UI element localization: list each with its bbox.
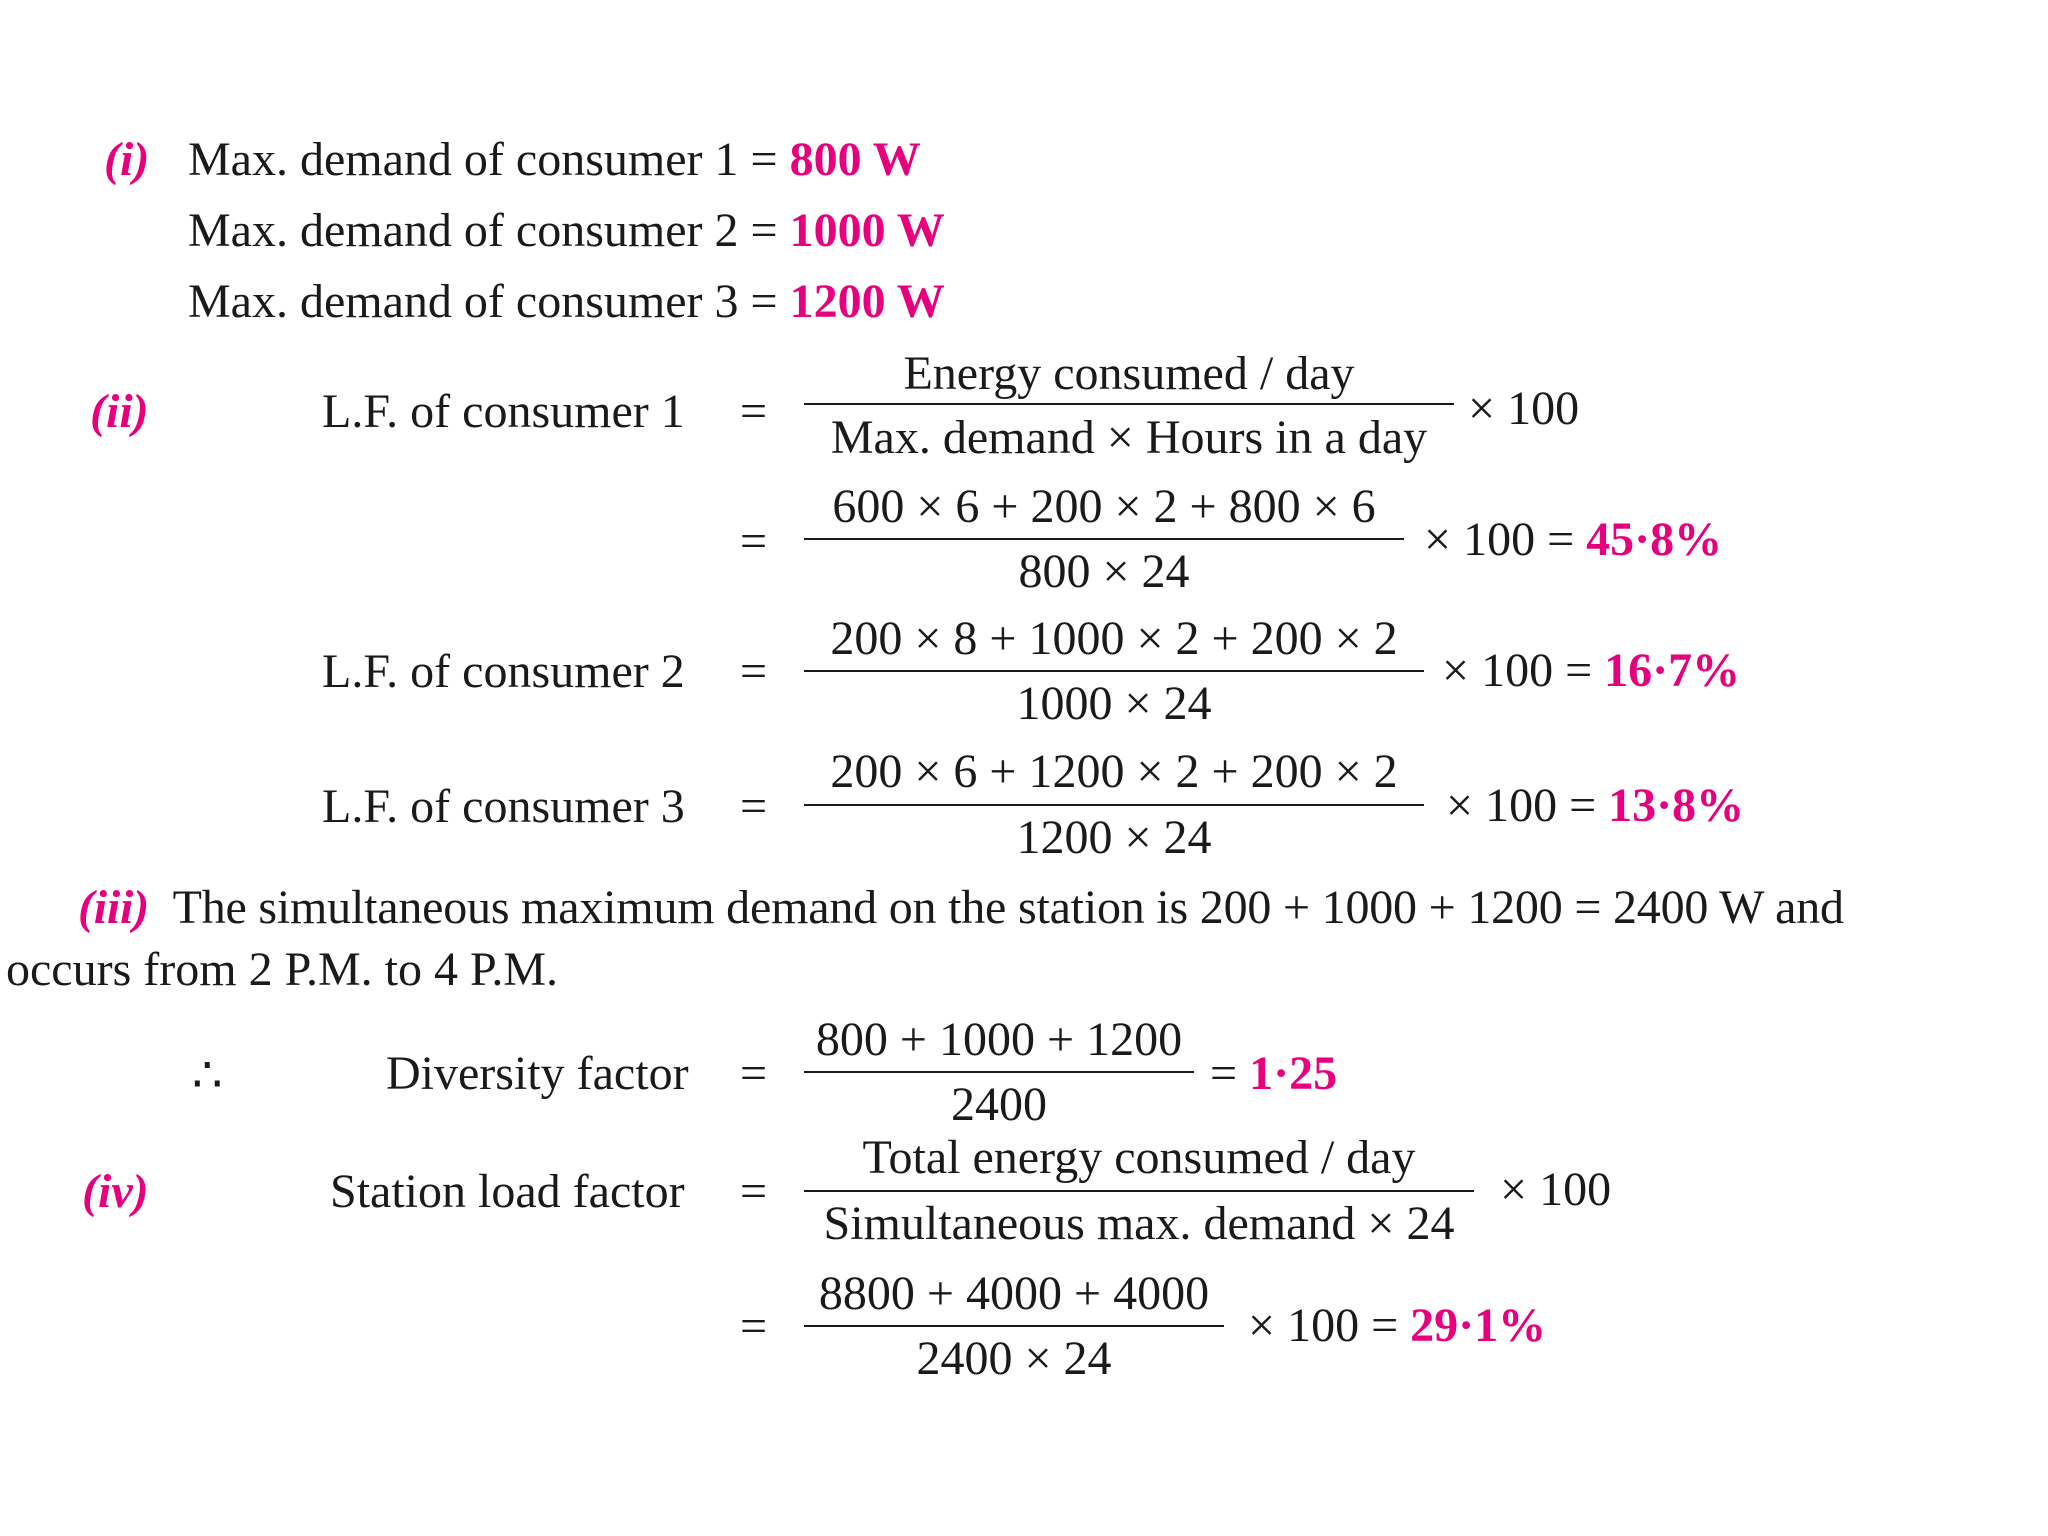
max-demand-text: Max. demand of consumer 3 = bbox=[188, 275, 790, 328]
part-iii-line-1 bbox=[78, 881, 1844, 934]
therefore-symbol: ∴ bbox=[192, 1049, 223, 1102]
max-demand-text: Max. demand of consumer 2 = bbox=[188, 204, 790, 257]
part-iii-line-2: occurs from 2 P.M. to 4 P.M. bbox=[6, 943, 559, 996]
fraction-bar bbox=[804, 1190, 1474, 1192]
df-numerator: 800 + 1000 + 1200 bbox=[815, 1013, 1183, 1066]
max-demand-row-1 bbox=[188, 133, 921, 186]
lf-formula-denominator: Max. demand × Hours in a day bbox=[830, 411, 1428, 464]
part-i-label: (i) bbox=[104, 133, 150, 186]
times-100: × 100 bbox=[1500, 1163, 1612, 1216]
lf1-tail: × 100 = bbox=[1424, 513, 1587, 566]
max-demand-row-3 bbox=[188, 275, 945, 328]
part-iii-text: The simultaneous maximum demand on the station is 200 + 1000 + 1200 = 2400 W and bbox=[172, 881, 1844, 934]
equals-sign: = bbox=[740, 780, 768, 833]
part-iii-label: (iii) bbox=[78, 881, 149, 934]
df-result-line bbox=[1210, 1047, 1338, 1100]
times-100: × 100 bbox=[1468, 382, 1580, 435]
fraction-bar bbox=[804, 670, 1424, 672]
equals-sign: = bbox=[740, 1047, 768, 1100]
equals-sign: = bbox=[740, 515, 768, 568]
slf-result: 29·1% bbox=[1410, 1299, 1547, 1352]
df-denominator: 2400 bbox=[951, 1078, 1047, 1131]
lf2-result: 16·7% bbox=[1604, 644, 1741, 697]
lf1-denominator: 800 × 24 bbox=[1018, 545, 1190, 598]
max-demand-value: 800 W bbox=[789, 133, 921, 186]
slf-result-line bbox=[1248, 1299, 1547, 1352]
lf-formula-numerator: Energy consumed / day bbox=[903, 347, 1355, 400]
lf1-result: 45·8% bbox=[1586, 513, 1723, 566]
lf2-denominator: 1000 × 24 bbox=[1016, 677, 1212, 730]
part-iv-label: (iv) bbox=[82, 1165, 149, 1218]
fraction-bar bbox=[804, 403, 1454, 405]
df-result: 1·25 bbox=[1249, 1047, 1338, 1100]
diversity-factor-label: Diversity factor bbox=[386, 1047, 689, 1100]
fraction-bar bbox=[804, 538, 1404, 540]
slf-formula-denominator: Simultaneous max. demand × 24 bbox=[823, 1197, 1455, 1250]
lf3-result-line bbox=[1446, 779, 1745, 832]
lf2-tail: × 100 = bbox=[1442, 644, 1605, 697]
slf-denominator: 2400 × 24 bbox=[916, 1332, 1112, 1385]
lf3-tail: × 100 = bbox=[1446, 779, 1609, 832]
lf3-denominator: 1200 × 24 bbox=[1016, 811, 1212, 864]
lf2-numerator: 200 × 8 + 1000 × 2 + 200 × 2 bbox=[830, 612, 1398, 665]
slf-numerator: 8800 + 4000 + 4000 bbox=[818, 1267, 1210, 1320]
part-ii-label: (ii) bbox=[90, 385, 149, 438]
lf3-result: 13·8% bbox=[1608, 779, 1745, 832]
equals-sign: = bbox=[740, 1165, 768, 1218]
max-demand-text: Max. demand of consumer 1 = bbox=[188, 133, 790, 186]
df-equals: = bbox=[1210, 1047, 1250, 1100]
slf-formula-numerator: Total energy consumed / day bbox=[862, 1131, 1416, 1184]
lf3-numerator: 200 × 6 + 1200 × 2 + 200 × 2 bbox=[830, 745, 1398, 798]
lf1-numerator: 600 × 6 + 200 × 2 + 800 × 6 bbox=[832, 480, 1376, 533]
max-demand-value: 1200 W bbox=[789, 275, 945, 328]
fraction-bar bbox=[804, 804, 1424, 806]
lf3-label: L.F. of consumer 3 bbox=[322, 780, 685, 833]
equals-sign: = bbox=[740, 385, 768, 438]
lf1-label: L.F. of consumer 1 bbox=[322, 385, 685, 438]
fraction-bar bbox=[804, 1071, 1194, 1073]
lf1-result-line bbox=[1424, 513, 1723, 566]
max-demand-value: 1000 W bbox=[789, 204, 945, 257]
lf2-result-line bbox=[1442, 644, 1741, 697]
slf-tail: × 100 = bbox=[1248, 1299, 1411, 1352]
equals-sign: = bbox=[740, 1300, 768, 1353]
equals-sign: = bbox=[740, 645, 768, 698]
station-load-factor-label: Station load factor bbox=[330, 1165, 685, 1218]
max-demand-row-2 bbox=[188, 204, 945, 257]
fraction-bar bbox=[804, 1325, 1224, 1327]
lf2-label: L.F. of consumer 2 bbox=[322, 645, 685, 698]
